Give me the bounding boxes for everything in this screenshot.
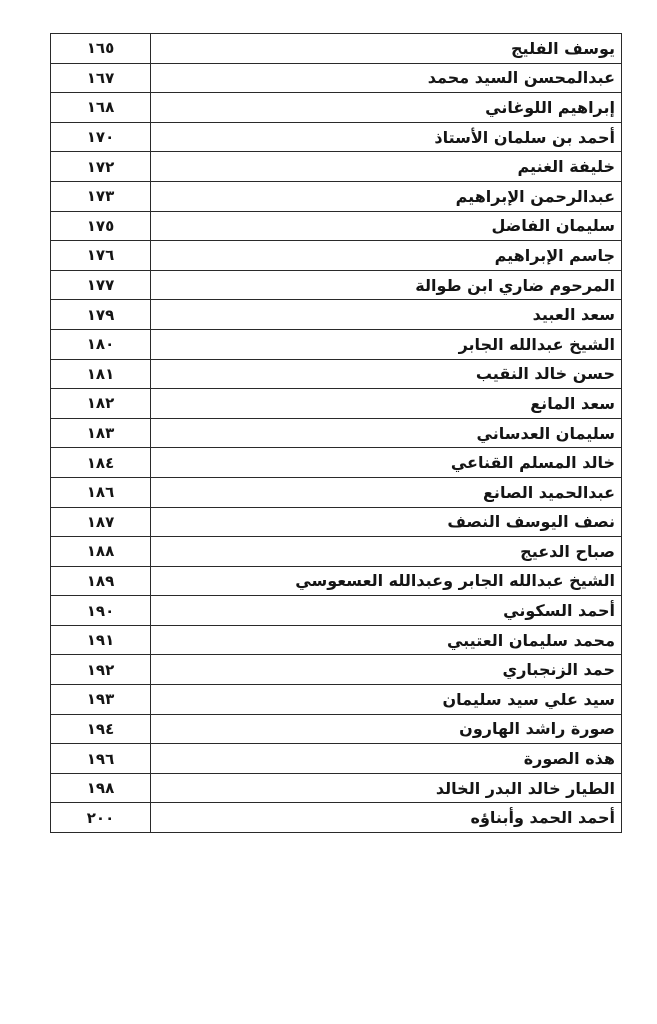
page-number: ١٩٤ [51,714,151,744]
entry-name: سعد المانع [151,389,622,419]
page-number: ١٩٠ [51,596,151,626]
table-row [51,477,622,507]
page-number: ١٩١ [51,625,151,655]
page-number: ١٩٢ [51,655,151,685]
table-row [51,389,622,419]
entry-name: الطيار خالد البدر الخالد [151,773,622,803]
entry-name: هذه الصورة [151,744,622,774]
page-number: ١٨٤ [51,448,151,478]
page-number: ١٨٨ [51,537,151,567]
entry-name: إبراهيم اللوغاني [151,93,622,123]
table-row [51,537,622,567]
entry-name: سليمان العدساني [151,418,622,448]
page-number: ١٨٣ [51,418,151,448]
entry-name: حسن خالد النقيب [151,359,622,389]
table-row [51,329,622,359]
index-table-body [51,34,622,833]
table-row [51,152,622,182]
entry-name: خالد المسلم القناعي [151,448,622,478]
table-row [51,685,622,715]
table-row [51,63,622,93]
page-number: ١٧٣ [51,181,151,211]
page-number: ١٦٨ [51,93,151,123]
page-number: ١٧٩ [51,300,151,330]
table-row [51,744,622,774]
page-number: ١٧٧ [51,270,151,300]
entry-name: صورة راشد الهارون [151,714,622,744]
table-row [51,803,622,833]
table-row [51,566,622,596]
table-row [51,300,622,330]
table-row [51,448,622,478]
entry-name: نصف اليوسف النصف [151,507,622,537]
table-row [51,93,622,123]
page-number: ١٩٣ [51,685,151,715]
entry-name: صباح الدعيج [151,537,622,567]
page-number: ١٧٢ [51,152,151,182]
entry-name: المرحوم ضاري ابن طوالة [151,270,622,300]
entry-name: الشيخ عبدالله الجابر وعبدالله العسعوسي [151,566,622,596]
table-row [51,714,622,744]
entry-name: يوسف الفليج [151,34,622,64]
table-row [51,773,622,803]
entry-name: أحمد الحمد وأبناؤه [151,803,622,833]
entry-name: أحمد السكوني [151,596,622,626]
entry-name: سعد العبيد [151,300,622,330]
page-number: ٢٠٠ [51,803,151,833]
page-number: ١٦٧ [51,63,151,93]
entry-name: سليمان الفاضل [151,211,622,241]
entry-name: حمد الزنجباري [151,655,622,685]
page-number: ١٨٩ [51,566,151,596]
entry-name: الشيخ عبدالله الجابر [151,329,622,359]
table-row [51,122,622,152]
page-number: ١٨٠ [51,329,151,359]
page-number: ١٧٠ [51,122,151,152]
photo-index-table [50,33,622,833]
table-row [51,241,622,271]
table-row [51,270,622,300]
table-row [51,34,622,64]
table-row [51,211,622,241]
page-number: ١٧٥ [51,211,151,241]
page-number: ١٨٦ [51,477,151,507]
table-row [51,181,622,211]
table-row [51,655,622,685]
table-row [51,507,622,537]
entry-name: خليفة الغنيم [151,152,622,182]
entry-name: عبدالمحسن السيد محمد [151,63,622,93]
page-number: ١٨٧ [51,507,151,537]
entry-name: جاسم الإبراهيم [151,241,622,271]
entry-name: عبدالحميد الصانع [151,477,622,507]
entry-name: محمد سليمان العتيبي [151,625,622,655]
table-row [51,596,622,626]
table-row [51,625,622,655]
entry-name: سيد علي سيد سليمان [151,685,622,715]
page-number: ١٨١ [51,359,151,389]
page-number: ١٩٨ [51,773,151,803]
entry-name: عبدالرحمن الإبراهيم [151,181,622,211]
page-number: ١٨٢ [51,389,151,419]
table-row [51,359,622,389]
page-number: ١٦٥ [51,34,151,64]
page-number: ١٩٦ [51,744,151,774]
entry-name: أحمد بن سلمان الأستاذ [151,122,622,152]
page-number: ١٧٦ [51,241,151,271]
table-row [51,418,622,448]
